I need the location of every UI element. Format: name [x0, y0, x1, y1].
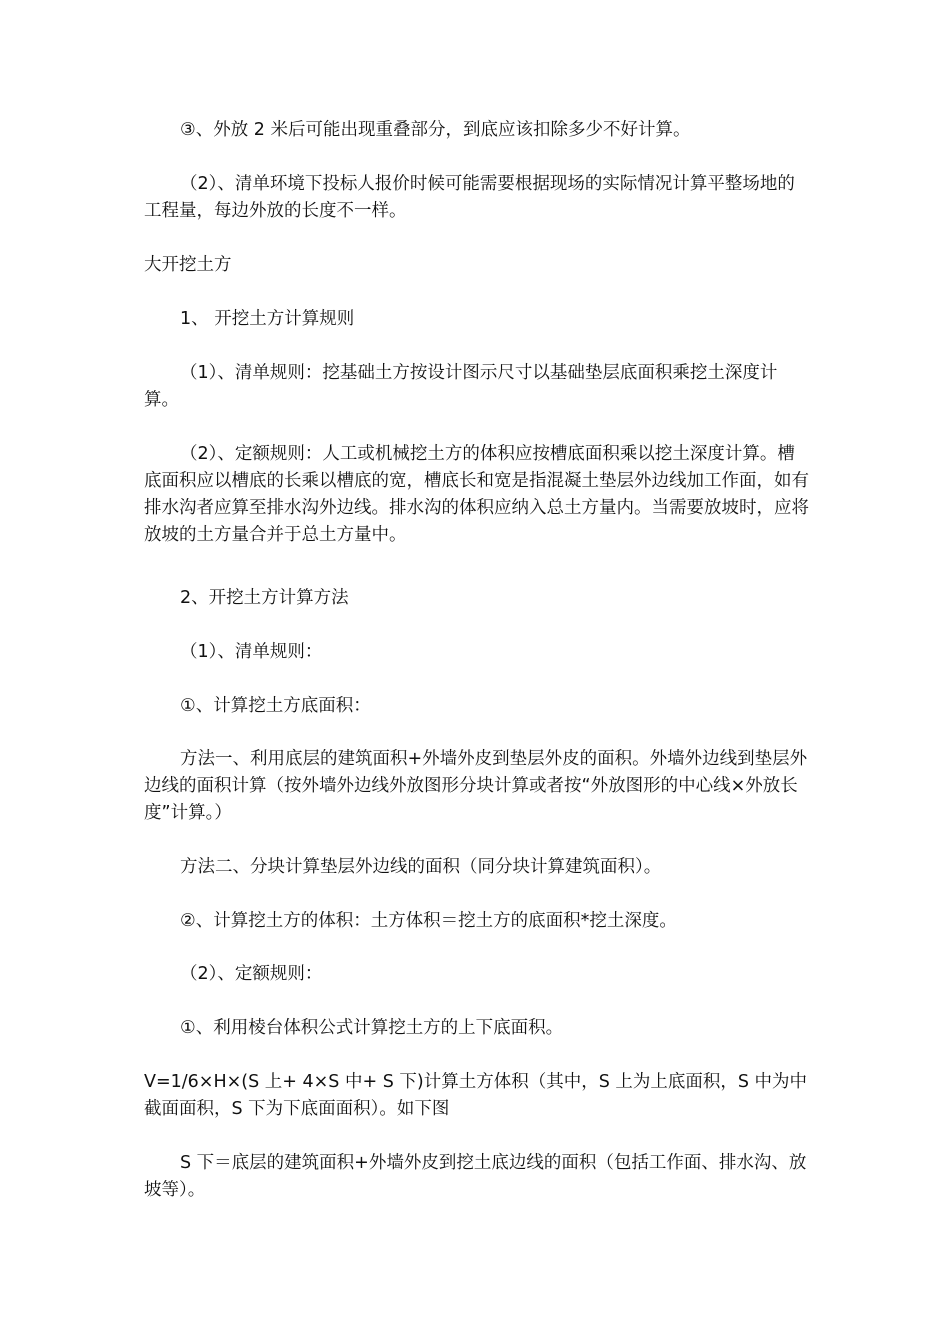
- heading-excavation: 大开挖土方: [144, 255, 232, 275]
- step-bottom-area: ①、计算挖土方底面积：: [180, 696, 371, 716]
- subheading-quota-rule: （2）、定额规则：: [180, 964, 323, 984]
- heading-calculation-rules: 1、 开挖土方计算规则: [180, 309, 355, 329]
- paragraph-quota-rule: （2）、定额规则：人工或机械挖土方的体积应按槽底面积乘以挖土深度计算。槽底面积应以槽底的长乘以槽底的宽，槽底长和宽是指混凝土垫层外边线加工作面，如有排水沟者应算至排水沟外边线。排水沟的体积应纳入总土方量内。当需要放坡时，应将放坡的土方量合并于总土方量中。: [144, 444, 809, 545]
- paragraph-bill-quantity-note: （2）、清单环境下投标人报价时候可能需要根据现场的实际情况计算平整场地的工程量，每边外放的长度不一样。: [144, 174, 795, 221]
- heading-calculation-methods: 2、开挖土方计算方法: [180, 588, 349, 608]
- subheading-bill-rule: （1）、清单规则：: [180, 642, 323, 662]
- step-volume: ②、计算挖土方的体积：土方体积＝挖土方的底面积*挖土深度。: [180, 911, 677, 931]
- paragraph-overlap-note: ③、外放 2 米后可能出现重叠部分，到底应该扣除多少不好计算。: [180, 120, 691, 140]
- paragraph-lower-area: S 下＝底层的建筑面积+外墙外皮到挖土底边线的面积（包括工作面、排水沟、放坡等）。: [144, 1153, 807, 1200]
- paragraph-method-two: 方法二、分块计算垫层外边线的面积（同分块计算建筑面积）。: [180, 857, 662, 877]
- paragraph-bill-rule: （1）、清单规则：挖基础土方按设计图示尺寸以基础垫层底面积乘挖土深度计算。: [144, 363, 778, 410]
- paragraph-volume-formula: V=1/6×H×(S 上+ 4×S 中+ S 下)计算土方体积（其中，S 上为上底面积，S 中为中截面面积，S 下为下底面面积）。如下图: [144, 1072, 808, 1119]
- paragraph-method-one: 方法一、利用底层的建筑面积+外墙外皮到垫层外皮的面积。外墙外边线到垫层外边线的面积计算（按外墙外边线外放图形分块计算或者按“外放图形的中心线×外放长度”计算。）: [144, 749, 808, 823]
- step-frustum-formula: ①、利用棱台体积公式计算挖土方的上下底面积。: [180, 1018, 564, 1038]
